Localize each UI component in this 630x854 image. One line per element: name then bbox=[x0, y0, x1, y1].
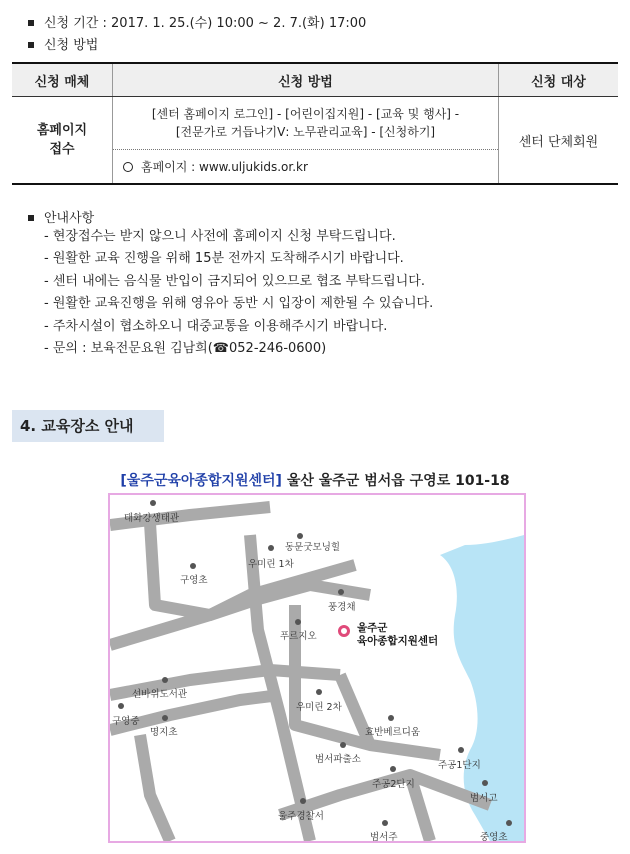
notice-list bbox=[44, 226, 433, 360]
list-item: - 센터 내에는 음식물 반입이 금지되어 있으므로 협조 부탁드립니다. bbox=[44, 273, 425, 289]
period-line: 신청 기간 : 2017. 1. 25.(수) 10:00 ~ 2. 7.(화) 17:00 bbox=[28, 12, 366, 31]
landmark-dot bbox=[295, 619, 301, 625]
header-target: 신청 대상 bbox=[499, 63, 619, 97]
landmark-label: 범서주 bbox=[370, 832, 398, 843]
landmark-label: 구영초 bbox=[180, 575, 208, 586]
landmark-dot bbox=[118, 703, 124, 709]
header-method: 신청 방법 bbox=[113, 63, 499, 97]
circle-bullet-icon bbox=[123, 162, 133, 172]
media-line2: 접수 bbox=[49, 142, 75, 157]
landmark-label: 범서고 bbox=[470, 793, 498, 804]
landmark-dot bbox=[268, 545, 274, 551]
location-map bbox=[108, 493, 526, 843]
landmark-label: 울주경찰서 bbox=[278, 811, 324, 822]
section-title: 4. 교육장소 안내 bbox=[12, 410, 164, 442]
list-item: - 문의 : 보육전문요원 김남희(☎052-246-0600) bbox=[44, 340, 327, 356]
bullet-icon bbox=[28, 215, 34, 221]
landmark-dot bbox=[190, 563, 196, 569]
center-name-line1: 울주군 bbox=[357, 622, 388, 634]
target-cell: 센터 단체회원 bbox=[499, 97, 619, 185]
bullet-icon bbox=[28, 20, 34, 26]
landmark-label: 중영초 bbox=[480, 832, 508, 843]
landmark-dot bbox=[390, 766, 396, 772]
landmark-label: 태화강생태관 bbox=[124, 513, 180, 524]
landmark-dot bbox=[300, 798, 306, 804]
table-row bbox=[12, 97, 618, 185]
notice-heading-line bbox=[28, 207, 94, 226]
method-steps bbox=[113, 97, 498, 150]
media-cell bbox=[12, 97, 113, 185]
landmark-dot bbox=[162, 715, 168, 721]
list-item: - 원활한 교육 진행을 위해 15분 전까지 도착해주시기 바랍니다. bbox=[44, 251, 404, 267]
landmark-label: 구영중 bbox=[112, 716, 140, 727]
map-title-address: 울산 울주군 범서읍 구영로 101-18 bbox=[286, 473, 510, 489]
map-title bbox=[0, 470, 630, 490]
landmark-label: 우미린 2차 bbox=[296, 702, 342, 713]
landmark-dot bbox=[338, 589, 344, 595]
landmark-label: 명지초 bbox=[150, 727, 178, 738]
landmark-label: 풍경채 bbox=[328, 602, 356, 613]
landmark-dot bbox=[388, 715, 394, 721]
landmark-label: 동문굿모닝힐 bbox=[285, 542, 341, 553]
center-label bbox=[357, 622, 438, 648]
landmark-dot bbox=[382, 820, 388, 826]
method-line2: [전문가로 거듭나기Ⅴ: 노무관리교육] - [신청하기] bbox=[175, 125, 436, 139]
period-label: 신청 기간 bbox=[44, 16, 99, 31]
method-line1: [센터 홈페이지 로그인] - [어린이집지원] - [교육 및 행사] - bbox=[151, 107, 460, 121]
landmark-dot bbox=[458, 747, 464, 753]
map-title-center: [울주군육아종합지원센터] bbox=[120, 473, 282, 489]
center-name-line2: 육아종합지원센터 bbox=[357, 635, 439, 647]
landmark-dot bbox=[340, 742, 346, 748]
landmark-label: 주공1단지 bbox=[438, 760, 481, 771]
header-media: 신청 매체 bbox=[12, 63, 113, 97]
landmark-dot bbox=[316, 689, 322, 695]
homepage-row bbox=[113, 150, 498, 183]
homepage-link[interactable]: 홈페이지 : www.uljukids.or.kr bbox=[141, 160, 308, 174]
list-item: - 현장접수는 받지 않으니 사전에 홈페이지 신청 부탁드립니다. bbox=[44, 229, 396, 244]
landmark-label: 선바위도서관 bbox=[132, 689, 188, 700]
landmark-dot bbox=[506, 820, 512, 826]
landmark-label: 푸르지오 bbox=[280, 631, 317, 642]
bullet-icon bbox=[28, 42, 34, 48]
road-network bbox=[110, 507, 490, 841]
table-header-row bbox=[12, 63, 618, 97]
list-item: - 주차시설이 협소하오니 대중교통을 이용해주시기 바랍니다. bbox=[44, 318, 388, 334]
application-table bbox=[12, 62, 618, 185]
landmark-dot bbox=[162, 677, 168, 683]
media-line1: 홈페이지 bbox=[36, 123, 88, 138]
landmark-dot bbox=[150, 500, 156, 506]
method-heading-line bbox=[28, 34, 98, 53]
notice-heading: 안내사항 bbox=[44, 211, 95, 226]
landmark-label: 범서파출소 bbox=[315, 754, 361, 765]
period-value: 2017. 1. 25.(수) 10:00 ~ 2. 7.(화) 17:00 bbox=[111, 16, 367, 31]
landmark-dot bbox=[482, 780, 488, 786]
method-heading: 신청 방법 bbox=[44, 38, 99, 53]
landmark-label: 우미린 1차 bbox=[248, 559, 294, 570]
location-pin-icon bbox=[338, 625, 350, 637]
method-cell bbox=[113, 97, 499, 185]
landmark-label: 주공2단지 bbox=[372, 779, 415, 790]
landmark-label: 효반베르디움 bbox=[365, 727, 421, 738]
list-item: - 원활한 교육진행을 위해 영유아 동반 시 입장이 제한될 수 있습니다. bbox=[44, 296, 434, 312]
